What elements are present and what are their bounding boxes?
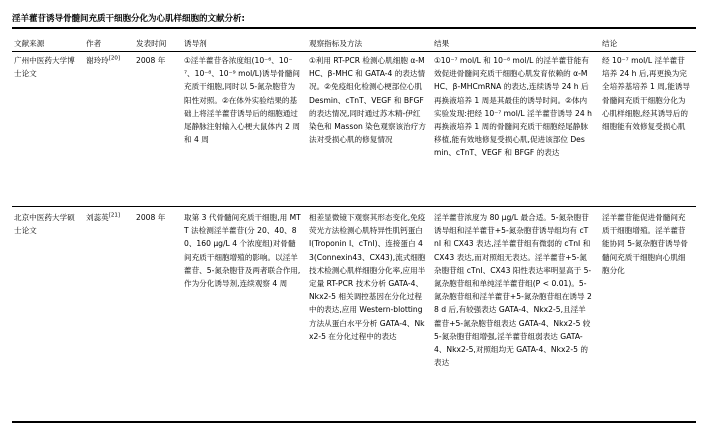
row-conclusion: 经 10⁻⁷ mol/L 淫羊藿苷培养 24 h 后,再更换为完全培养基培养 1 周,能诱导骨髓间充质干细胞分化为心肌样细胞,经其诱导后的细胞能有效修复受损心肌 <box>602 56 691 132</box>
header-year: 发表时间 <box>136 39 167 48</box>
row-method: ①利用 RT-PCR 检测心肌细胞 α-MHC、β-MHC 和 GATA-4 的表达情况。②免疫组化检测心梗部位心肌 Desmin、cTnT、VEGF 和 BFGF 的表达情况,同时通过苏木精-伊红染色和 Masson 染色观察该治疗方法对受损心肌的修复情况 <box>309 56 426 145</box>
header-result: 结果 <box>434 39 450 48</box>
row-year: 2008 年 <box>136 56 166 65</box>
row-author-ref: [21] <box>108 212 121 219</box>
header-method: 观察指标及方法 <box>309 39 363 48</box>
row-divider <box>12 206 696 207</box>
row-conclusion: 淫羊藿苷能促进骨髓间充质干细胞增殖。淫羊藿苷能协同 5-氮杂胞苷诱导骨髓间充质干细胞向心肌细胞分化 <box>602 213 688 275</box>
table-caption: 淫羊藿苷诱导骨髓间充质干细胞分化为心肌样细胞的文献分析: <box>12 14 245 24</box>
row-author <box>86 54 134 67</box>
header-rule <box>12 51 696 52</box>
row-result: 淫羊藿苷浓度为 80 μg/L 最合适。5-氮杂胞苷诱导组和淫羊藿苷+5-氮杂胞苷诱导组均有 cTnI 和 CX43 表达,淫羊藿苷组有微弱的 cTnI 和 CX43 表达,而对照组无表达。淫羊藿苷+5-氮杂胞苷组 cTnI、CX43 阳性表达率明显高于 5-氮杂胞苷组和单纯淫羊藿苷组(P < 0.01)。5-氮杂胞苷组和淫羊藿苷+5-氮杂胞苷组在诱导 28 d 后,有较强表达 GATA-4、Nkx2-5,且淫羊藿苷+5-氮杂胞苷组表达 GATA-4、Nkx2-5 较 5-氮杂胞苷组增强,淫羊藿苷组弱表达 GATA-4、Nkx2-5,对照组均无 GATA-4、Nkx2-5 的表达 <box>434 213 592 368</box>
row-year: 2008 年 <box>136 213 166 222</box>
row-author-ref: [20] <box>108 55 121 62</box>
row-author-name: 谢玲玲 <box>86 56 109 65</box>
row-result: ①10⁻⁷ mol/L 和 10⁻⁸ mol/L 的淫羊藿苷能有效促进骨髓间充质干细胞心肌发育依赖的 α-MHC、β-MHCmRNA 的表达,连续诱导 24 h 后再换液培养 1 周是其最佳的诱导时间。②体内实验发现:把经 10⁻⁷ mol/L 淫羊藿苷诱导 24 h 再换液培养 1 周的骨髓间充质干细胞经尾静脉移植,能有效地修复受损心肌,促进该部位 Desmin、cTnT、VEGF 和 BFGF 的表达 <box>434 56 592 158</box>
row-inducer: ①淫羊藿苷各浓度组(10⁻⁶、10⁻⁷、10⁻⁸、10⁻⁹ mol/L)诱导骨髓间充质干细胞,同时以 5-氮杂胞苷为阳性对照。②在体外实验结果的基础上将淫羊藿苷诱导后的细胞通过尾静脉注射输入心梗大鼠体内 2 周和 4 周 <box>184 56 300 145</box>
header-inducer: 诱导剂 <box>184 39 207 48</box>
row-method: 相差显微镜下观察其形态变化,免疫荧光方法检测心肌特异性肌钙蛋白 I(Troponin I、cTnI)、连接蛋白 43(Connexin43、CX43),流式细胞技术检测心肌样细胞分化率,应用半定量 RT-PCR 技术分析 GATA-4、Nkx2-5 相关调控基因在分化过程中的表达,应用 Western-blotting 方法从蛋白水平分析 GATA-4、Nkx2-5 在分化过程中的表达 <box>309 213 426 341</box>
row-author-name: 刘蕊英 <box>86 213 109 222</box>
row-inducer: 取第 3 代骨髓间充质干细胞,用 MTT 法检测淫羊藿苷(分 20、40、80、160 μg/L 4 个浓度组)对骨髓间充质干细胞增殖的影响。以淫羊藿苷、5-氮杂胞苷及两者联合作用,作为分化诱导剂,连续观察 4 周 <box>184 213 301 289</box>
row-author <box>86 211 134 224</box>
header-author: 作者 <box>86 39 102 48</box>
bottom-rule <box>12 421 696 423</box>
top-rule <box>12 27 696 29</box>
row-source: 北京中医药大学硕士论文 <box>14 213 75 236</box>
header-source: 文献来源 <box>14 39 45 48</box>
row-source: 广州中医药大学博士论文 <box>14 56 75 79</box>
header-conclusion: 结论 <box>602 39 618 48</box>
